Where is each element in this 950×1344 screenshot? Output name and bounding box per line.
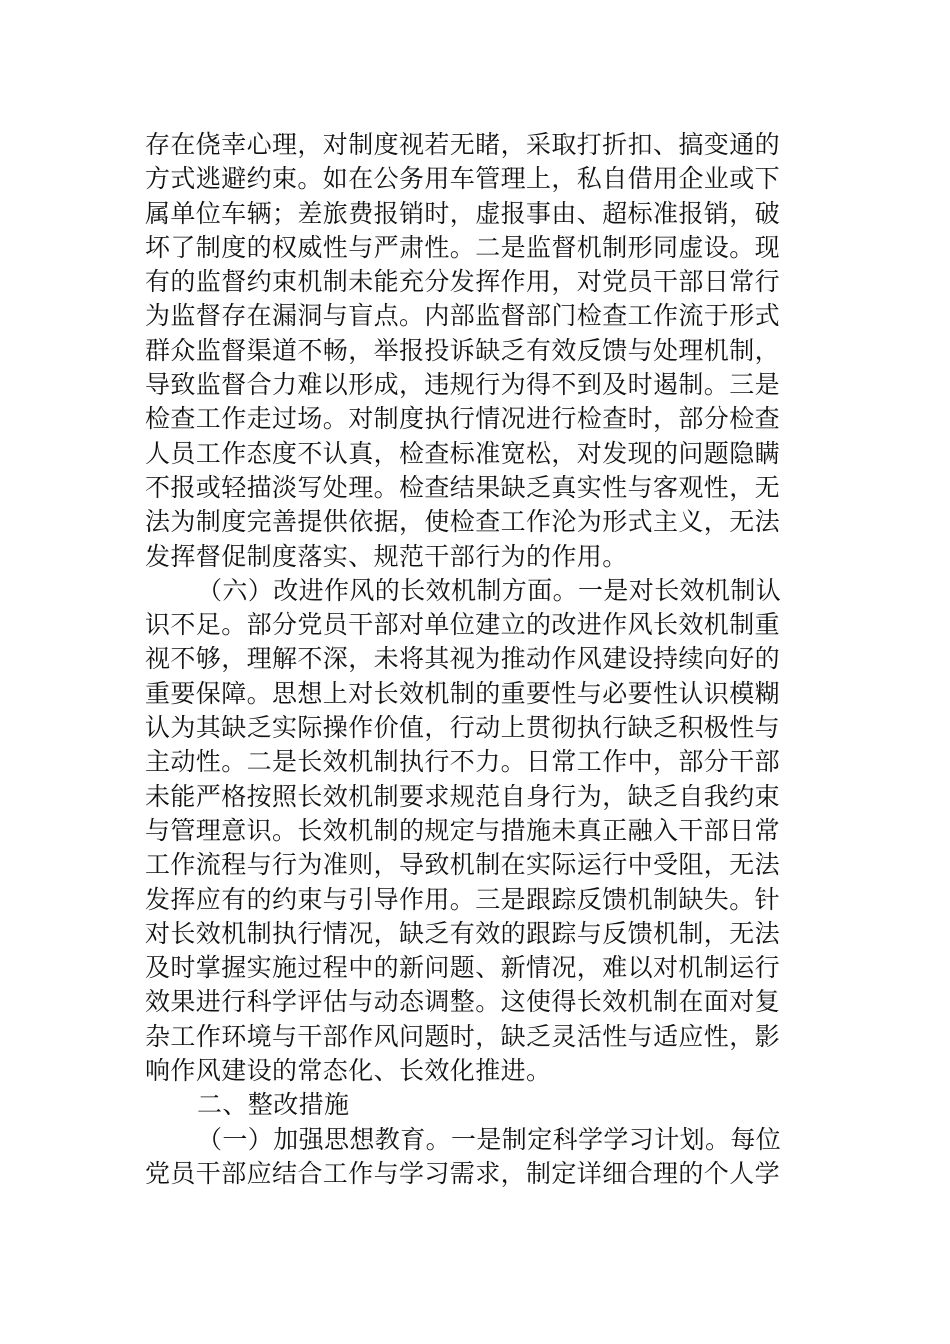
- text-line: 杂工作环境与干部作风问题时，缺乏灵活性与适应性，影: [145, 1021, 781, 1051]
- text-line: 党员干部应结合工作与学习需求，制定详细合理的个人学: [145, 1158, 781, 1188]
- document-body: [145, 128, 815, 1191]
- text-line: 重要保障。思想上对长效机制的重要性与必要性认识模糊: [145, 678, 781, 708]
- chapter-heading: 二、整改措施: [197, 1090, 350, 1120]
- text-line: 及时掌握实施过程中的新问题、新情况，难以对机制运行: [145, 953, 781, 983]
- text-line: 不报或轻描淡写处理。检查结果缺乏真实性与客观性，无: [145, 472, 781, 502]
- text-line: 识不足。部分党员干部对单位建立的改进作风长效机制重: [145, 610, 781, 640]
- text-line: 属单位车辆；差旅费报销时，虚报事由、超标准报销，破: [145, 198, 781, 228]
- text-line: 效果进行科学评估与动态调整。这使得长效机制在面对复: [145, 987, 781, 1017]
- text-line: 发挥应有的约束与引导作用。三是跟踪反馈机制缺失。针: [145, 884, 781, 914]
- text-line: 发挥督促制度落实、规范干部行为的作用。: [145, 541, 628, 571]
- text-line: 群众监督渠道不畅，举报投诉缺乏有效反馈与处理机制，: [145, 335, 781, 365]
- text-line: 存在侥幸心理，对制度视若无睹，采取打折扣、搞变通的: [145, 130, 781, 159]
- text-line: 导致监督合力难以形成，违规行为得不到及时遏制。三是: [145, 370, 781, 400]
- text-line: 对长效机制执行情况，缺乏有效的跟踪与反馈机制，无法: [145, 918, 781, 948]
- text-line: 视不够，理解不深，未将其视为推动作风建设持续向好的: [145, 644, 781, 674]
- text-line: 工作流程与行为准则，导致机制在实际运行中受阻，无法: [145, 850, 781, 880]
- text-line: 检查工作走过场。对制度执行情况进行检查时，部分检查: [145, 404, 781, 434]
- text-line: 与管理意识。长效机制的规定与措施未真正融入干部日常: [145, 815, 781, 845]
- text-line: 有的监督约束机制未能充分发挥作用，对党员干部日常行: [145, 267, 781, 297]
- text-line: 认为其缺乏实际操作价值，行动上贯彻执行缺乏积极性与: [145, 713, 781, 743]
- text-line: 主动性。二是长效机制执行不力。日常工作中，部分干部: [145, 747, 781, 777]
- text-line: 人员工作态度不认真，检查标准宽松，对发现的问题隐瞒: [145, 438, 781, 468]
- text-line: 坏了制度的权威性与严肃性。二是监督机制形同虚设。现: [145, 232, 781, 262]
- text-line: 法为制度完善提供依据，使检查工作沦为形式主义，无法: [145, 507, 781, 537]
- text-line: 为监督存在漏洞与盲点。内部监督部门检查工作流于形式: [145, 301, 781, 331]
- section-heading-line: （六）改进作风的长效机制方面。一是对长效机制认: [197, 575, 782, 605]
- text-line: 未能严格按照长效机制要求规范自身行为，缺乏自我约束: [145, 781, 781, 811]
- section-heading-line: （一）加强思想教育。一是制定科学学习计划。每位: [197, 1124, 782, 1154]
- text-line: 方式逃避约束。如在公务用车管理上，私自借用企业或下: [145, 164, 781, 194]
- text-line: 响作风建设的常态化、长效化推进。: [145, 1056, 552, 1086]
